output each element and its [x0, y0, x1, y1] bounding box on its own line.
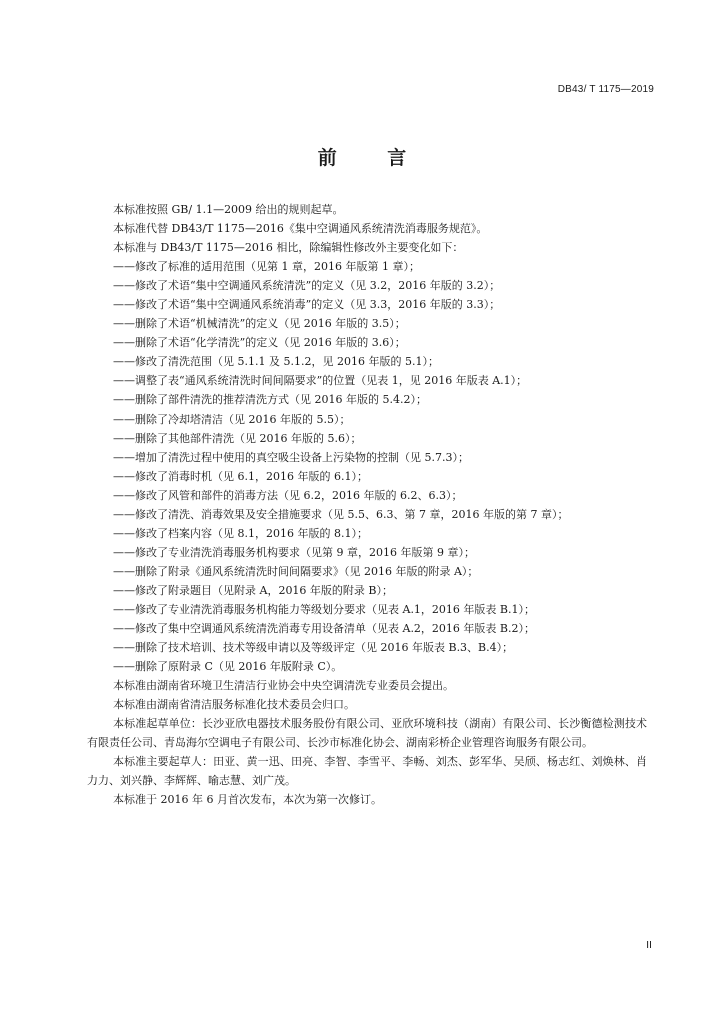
change-item: ——删除了其他部件清洗（见 2016 年版的 5.6）； — [113, 431, 362, 445]
change-item: ——修改了术语“集中空调通风系统消毒”的定义（见 3.3，2016 年版的 3.3）； — [113, 298, 501, 312]
change-item: ——修改了附录题目（见附录 A，2016 年版的附录 B）； — [113, 583, 394, 597]
intro-line: 本标准与 DB43/T 1175—2016 相比，除编辑性修改外主要变化如下： — [113, 241, 464, 255]
change-item: ——调整了表“通风系统清洗时间间隔要求”的位置（见表 1，见 2016 年版表 A.1）； — [113, 374, 528, 388]
page-title: 前 言 — [317, 147, 429, 169]
history-paragraph: 本标准于 2016 年 6 月首次发布，本次为第一次修订。 — [113, 793, 382, 807]
change-item: ——删除了附录《通风系统清洗时间间隔要求》（见 2016 年版的附录 A）； — [113, 564, 479, 578]
change-item: ——删除了术语“化学清洗”的定义（见 2016 年版的 3.6）； — [113, 336, 406, 350]
change-item: ——修改了专业清洗消毒服务机构要求（见第 9 章，2016 年版第 9 章）； — [113, 545, 475, 559]
change-item: ——修改了清洗范围（见 5.1.1 及 5.1.2，见 2016 年版的 5.1）； — [113, 355, 439, 369]
change-item: ——删除了原附录 C（见 2016 年版附录 C）。 — [113, 660, 343, 674]
change-item: ——删除了冷却塔清洁（见 2016 年版的 5.5）； — [113, 412, 351, 426]
proposer-paragraph: 本标准由湖南省环境卫生清洁行业协会中央空调清洗专业委员会提出。 — [113, 679, 454, 693]
drafting-units-paragraph: 本标准起草单位：长沙亚欣电器技术服务股份有限公司、亚欣环境科技（湖南）有限公司、长沙衡德检测技术有限责任公司、青岛海尔空调电子有限公司、长沙市标准化协会、湖南彩桥企业管理咨询服务有限公司。 — [87, 717, 647, 750]
intro-line: 本标准代替 DB43/T 1175—2016《集中空调通风系统清洗消毒服务规范》。 — [113, 222, 488, 236]
change-item: ——修改了标准的适用范围（见第 1 章，2016 年版第 1 章）； — [113, 260, 420, 274]
change-item: ——修改了集中空调通风系统清洗消毒专用设备清单（见表 A.2，2016 年版表 B.2）； — [113, 622, 535, 636]
change-item: ——修改了清洗、消毒效果及安全措施要求（见 5.5、6.3、第 7 章，2016 年版的第 7 章）； — [113, 507, 569, 521]
change-item: ——修改了专业清洗消毒服务机构能力等级划分要求（见表 A.1，2016 年版表 B.1）； — [113, 602, 535, 616]
change-item: ——修改了风管和部件的消毒方法（见 6.2，2016 年版的 6.2、6.3）； — [113, 488, 463, 502]
standard-code: DB43/ T 1175—2019 — [557, 84, 654, 95]
change-item: ——增加了清洗过程中使用的真空吸尘设备上污染物的控制（见 5.7.3）； — [113, 450, 469, 464]
change-item: ——删除了术语“机械清洗”的定义（见 2016 年版的 3.5）； — [113, 317, 406, 331]
foreword-body — [87, 200, 661, 810]
change-item: ——删除了技术培训、技术等级申请以及等级评定（见 2016 年版表 B.3、B.4）； — [113, 641, 514, 655]
change-item: ——修改了档案内容（见 8.1，2016 年版的 8.1）； — [113, 526, 368, 540]
intro-line: 本标准按照 GB/ 1.1—2009 给出的规则起草。 — [113, 203, 344, 216]
page-number: II — [646, 940, 652, 951]
drafters-paragraph: 本标准主要起草人：田亚、黄一迅、田亮、李智、李雪平、李畅、刘杰、彭军华、吴颀、杨志红、刘焕林、肖力力、刘兴静、李辉辉、喻志慧、刘广茂。 — [87, 755, 647, 788]
change-item: ——修改了消毒时机（见 6.1，2016 年版的 6.1）； — [113, 469, 368, 483]
centralizer-paragraph: 本标准由湖南省清洁服务标准化技术委员会归口。 — [113, 698, 355, 712]
change-item: ——修改了术语“集中空调通风系统清洗”的定义（见 3.2，2016 年版的 3.2）； — [113, 279, 501, 293]
change-item: ——删除了部件清洗的推荐清洗方式（见 2016 年版的 5.4.2）； — [113, 393, 427, 407]
